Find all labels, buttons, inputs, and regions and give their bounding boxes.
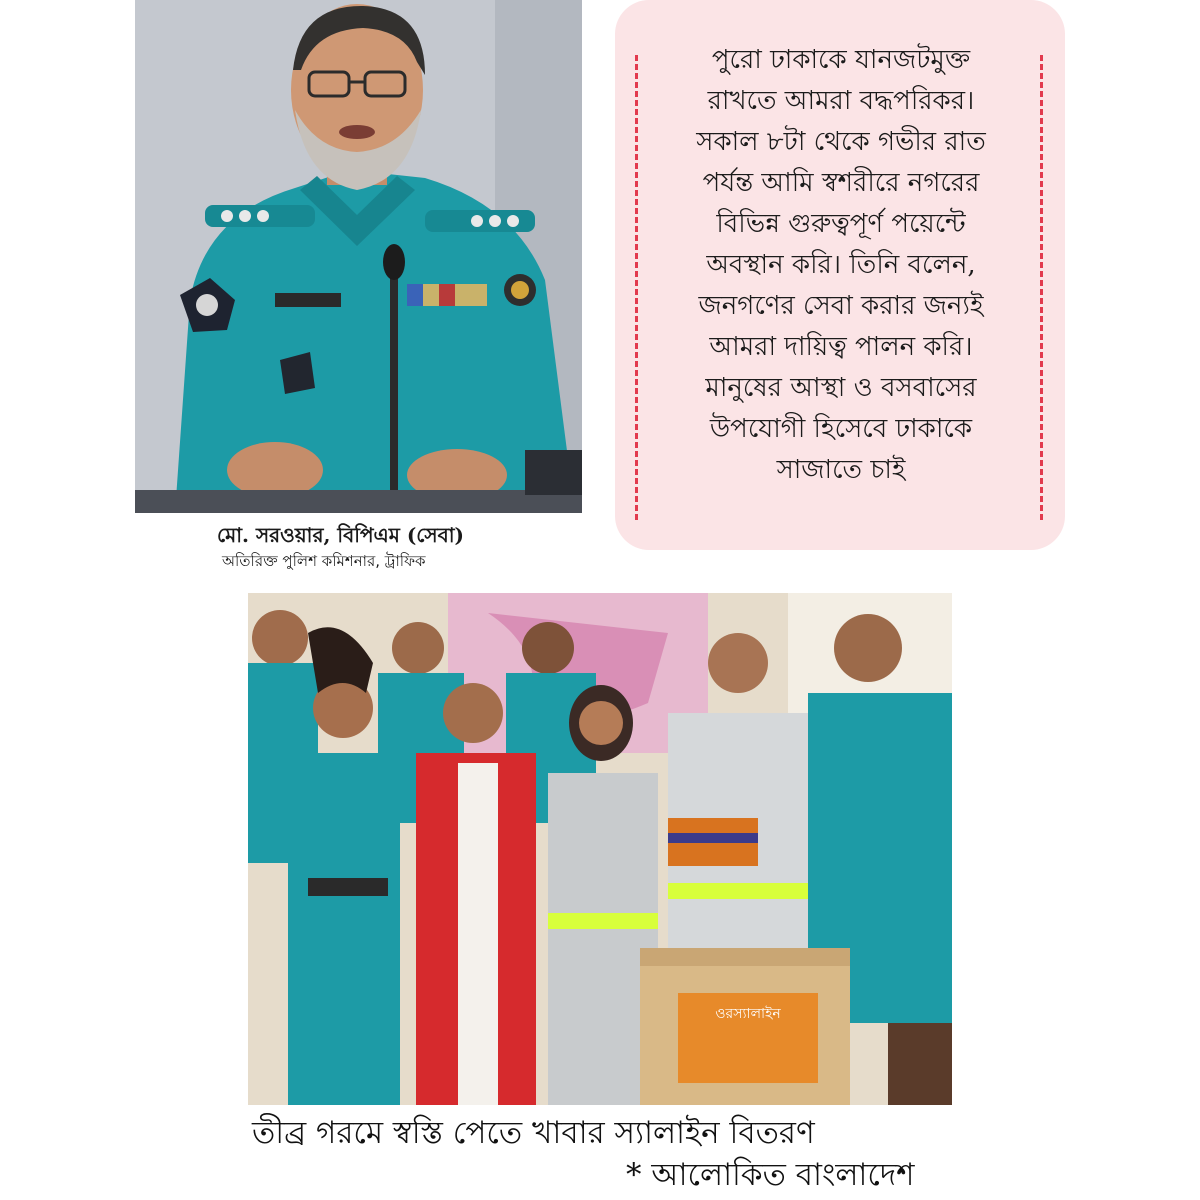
headline: তীব্র গরমে স্বস্তি পেতে খাবার স্যালাইন বিতরণ [252, 1115, 815, 1151]
portrait-caption [135, 520, 582, 572]
source-credit: * আলোকিত বাংলাদেশ [626, 1157, 915, 1193]
portrait-photo [135, 0, 582, 513]
caption-name: মো. সরওয়ার, বিপিএম (সেবা) [217, 523, 465, 547]
carton-label: ওরস্যালাইন [715, 1006, 781, 1022]
quote-box [615, 0, 1065, 550]
group-photo [248, 593, 952, 1105]
quote-text: পুরো ঢাকাকে যানজটমুক্ত রাখতে আমরা বদ্ধপরিকর। সকাল ৮টা থেকে গভীর রাত পর্যন্ত আমি স্বশরীরে নগরের বিভিন্ন গুরুত্বপূর্ণ পয়েন্টে অবস্থান করি। তিনি বলেন, জনগণের সেবা করার জন্যই আমরা দায়িত্ব পালন করি। মানুষের আস্থা ও বসবাসের উপযোগী হিসেবে ঢাকাকে সাজাতে চাই [696, 45, 986, 485]
quote-rule-right [1040, 55, 1043, 520]
caption-title: অতিরিক্ত পুলিশ কমিশনার, ট্রাফিক [222, 552, 426, 570]
quote-rule-left [635, 55, 638, 520]
